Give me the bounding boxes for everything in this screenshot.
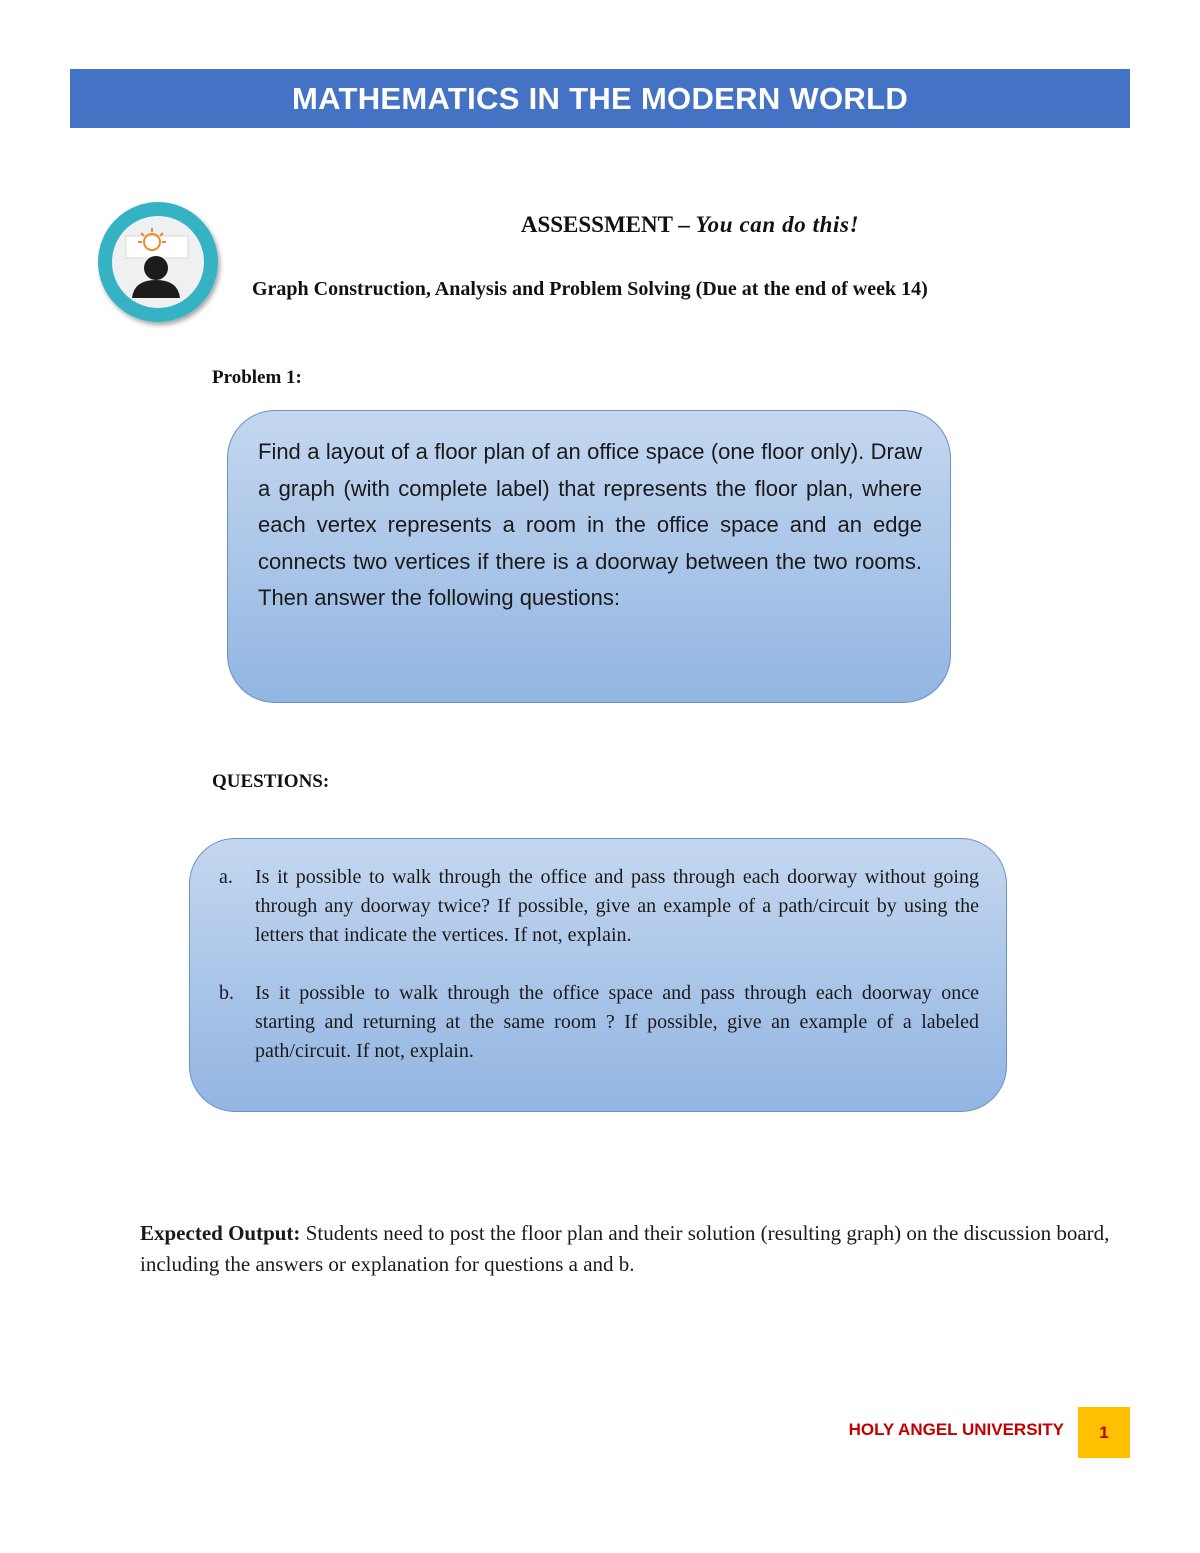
assessment-title-plain: ASSESSMENT – <box>520 212 696 237</box>
questions-box <box>189 838 1007 1112</box>
question-text: Is it possible to walk through the office and pass through each doorway without going through any doorway twice? If possible, give an example of a path/circuit by using the letters that indicate the vertices. If not, explain. <box>255 866 979 946</box>
problem-box <box>227 410 951 703</box>
question-item <box>219 979 979 1066</box>
assessment-title <box>0 212 1200 238</box>
question-letter: b. <box>219 982 234 1004</box>
page-number <box>1078 1407 1130 1458</box>
problem-label: Problem 1: <box>212 367 302 388</box>
question-item <box>219 863 979 950</box>
expected-output-label: Expected Output: <box>140 1221 301 1245</box>
assessment-title-italic: You can do this! <box>695 212 860 237</box>
expected-output-text: Students need to post the floor plan and their solution (resulting graph) on the discussion board, including the answers or explanation for questions a and b. <box>140 1221 1110 1276</box>
header-banner <box>70 69 1130 128</box>
question-text: Is it possible to walk through the office space and pass through each doorway once starting and returning at the same room ? If possible, give an example of a labeled path/circuit. If not, explain. <box>255 982 979 1062</box>
document-title: MATHEMATICS IN THE MODERN WORLD <box>291 80 909 116</box>
problem-text: Find a layout of a floor plan of an office space (one floor only). Draw a graph (with complete label) that represents the floor plan, where each vertex represents a room in the office space and an edge connects two vertices if there is a doorway between the two rooms. Then answer the following questions: <box>258 439 922 610</box>
page-number-text: 1 <box>1099 1422 1109 1442</box>
assessment-subtitle: Graph Construction, Analysis and Problem Solving (Due at the end of week 14) <box>252 278 928 300</box>
footer-university: HOLY ANGEL UNIVERSITY <box>848 1420 1064 1439</box>
expected-output <box>140 1218 1120 1280</box>
questions-label: QUESTIONS: <box>212 771 330 792</box>
question-letter: a. <box>219 866 233 888</box>
